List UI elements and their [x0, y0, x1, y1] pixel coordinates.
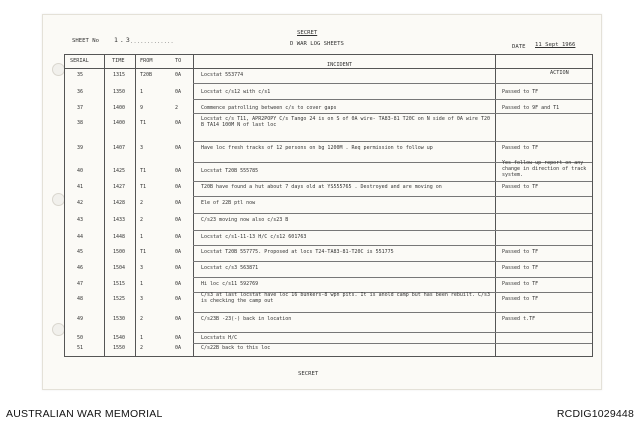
cell-action: Passed to TF: [502, 89, 539, 95]
column-header-from: FROM: [140, 58, 153, 64]
cell-incident: Locstats H/C: [201, 335, 238, 341]
column-divider: [135, 55, 136, 356]
cell-incident: Locstat c/s12 with c/s1: [201, 89, 271, 95]
cell-incident: C/s23 moving now also c/s23 B: [201, 217, 289, 223]
cell-from: 1: [140, 281, 144, 287]
cell-from: 2: [140, 316, 144, 322]
cell-to: 2: [175, 105, 179, 111]
cell-from: T1: [140, 184, 147, 190]
cell-to: 0A: [175, 145, 182, 151]
cell-serial: 47: [77, 281, 84, 287]
cell-serial: 46: [77, 265, 84, 271]
cell-serial: 49: [77, 316, 84, 322]
archive-footer: [0, 402, 640, 422]
cell-from: 3: [140, 296, 144, 302]
header-separator: [65, 68, 592, 69]
cell-to: 0A: [175, 168, 182, 174]
log-table: [64, 54, 593, 357]
cell-serial: 44: [77, 234, 84, 240]
cell-serial: 38: [77, 120, 84, 126]
cell-serial: 42: [77, 200, 84, 206]
column-divider: [104, 55, 105, 356]
column-divider: [495, 55, 496, 356]
cell-serial: 37: [77, 105, 84, 111]
cell-from: 9: [140, 105, 144, 111]
cell-time: 1407: [113, 145, 126, 151]
cell-action: Passed to TF: [502, 281, 539, 287]
cell-to: 0A: [175, 234, 182, 240]
cell-from: 2: [140, 345, 144, 351]
cell-from: T20B: [140, 72, 153, 78]
column-header-time: TIME: [112, 58, 125, 64]
cell-from: 3: [140, 145, 144, 151]
cell-serial: 35: [77, 72, 84, 78]
column-divider: [193, 55, 194, 356]
cell-incident: Locstat T20B 557775. Proposed at locs T24-TA83-81-T20C is 551775: [201, 249, 394, 255]
cell-from: T1: [140, 249, 147, 255]
row-separator: [193, 343, 592, 344]
cell-time: 1315: [113, 72, 126, 78]
cell-to: 0A: [175, 296, 182, 302]
row-separator: [193, 277, 592, 278]
cell-to: 0A: [175, 265, 182, 271]
sheet-number: 1.3: [114, 36, 132, 44]
cell-to: 0A: [175, 200, 182, 206]
cell-to: 0A: [175, 72, 182, 78]
cell-incident: Commence patrolling between c/s to cover gaps: [201, 105, 337, 111]
cell-time: 1540: [113, 335, 126, 341]
row-separator: [193, 261, 592, 262]
sheet-title: D WAR LOG SHEETS: [290, 41, 344, 47]
cell-from: T1: [140, 120, 147, 126]
cell-serial: 36: [77, 89, 84, 95]
column-header-action: ACTION: [550, 70, 569, 76]
cell-to: 0A: [175, 217, 182, 223]
row-separator: [193, 99, 592, 100]
cell-from: 2: [140, 200, 144, 206]
cell-from: 1: [140, 335, 144, 341]
cell-time: 1433: [113, 217, 126, 223]
archive-reference: RCDIG1029448: [556, 408, 634, 420]
classification-top: SECRET: [297, 30, 318, 36]
row-separator: [193, 141, 592, 142]
cell-time: 1425: [113, 168, 126, 174]
column-header-incident: INCIDENT: [327, 62, 352, 68]
cell-action: Passed to 9F and T1: [502, 105, 560, 111]
archive-name: AUSTRALIAN WAR MEMORIAL: [6, 408, 163, 420]
cell-incident: Locstat c/s3 563871: [201, 265, 259, 271]
cell-action: Passed to TF: [502, 249, 539, 255]
cell-incident: Locstat 553774: [201, 72, 244, 78]
cell-serial: 50: [77, 335, 84, 341]
row-separator: [193, 332, 592, 333]
cell-incident: T20B have found a hut about 7 days old at YS555765 . Destroyed and are moving on: [201, 184, 442, 190]
column-header-serial: SERIAL: [70, 58, 89, 64]
cell-from: T1: [140, 168, 147, 174]
cell-to: 0A: [175, 335, 182, 341]
cell-from: 3: [140, 265, 144, 271]
cell-incident: Ele of 22B ptl now: [201, 200, 256, 206]
row-separator: [193, 245, 592, 246]
cell-time: 1400: [113, 120, 126, 126]
cell-incident: Locstat c/s T11, APR2POPY C/s Tango 24 is on S of 0A wire- TA83-81 T20C on N side of 0A wire T20 B TA14 100M N of last loc: [201, 116, 490, 128]
cell-serial: 40: [77, 168, 84, 174]
cell-time: 1530: [113, 316, 126, 322]
row-separator: [193, 230, 592, 231]
row-separator: [193, 83, 592, 84]
cell-action: Passed t.TF: [502, 316, 536, 322]
cell-from: 1: [140, 234, 144, 240]
cell-time: 1500: [113, 249, 126, 255]
cell-incident: Have loc fresh tracks of 12 persons on bg 1200M . Req permission to follow up: [201, 145, 433, 151]
date-label: DATE: [512, 44, 526, 50]
cell-serial: 41: [77, 184, 84, 190]
cell-incident: Hi loc c/s11 592769: [201, 281, 259, 287]
cell-time: 1428: [113, 200, 126, 206]
cell-to: 0A: [175, 249, 182, 255]
cell-action: Passed to TF: [502, 265, 539, 271]
column-header-to: TO: [175, 58, 182, 64]
cell-serial: 43: [77, 217, 84, 223]
classification-bottom: SECRET: [298, 371, 319, 377]
cell-serial: 48: [77, 296, 84, 302]
cell-time: 1504: [113, 265, 126, 271]
sheet-number-dots: .............: [130, 39, 174, 45]
row-separator: [193, 196, 592, 197]
cell-from: 1: [140, 89, 144, 95]
cell-to: 0A: [175, 281, 182, 287]
row-separator: [193, 312, 592, 313]
row-separator: [193, 113, 592, 114]
row-separator: [193, 213, 592, 214]
cell-incident: Locstat c/s1-11-13 H/C c/s12 601763: [201, 234, 307, 240]
cell-to: 0A: [175, 316, 182, 322]
cell-time: 1550: [113, 345, 126, 351]
cell-to: 0A: [175, 345, 182, 351]
cell-action: Passed to TF: [502, 184, 539, 190]
cell-action: Yes follow up report on any change in direction of track system.: [502, 160, 587, 178]
cell-to: 0A: [175, 89, 182, 95]
cell-incident: C/s23B -23(-) back in location: [201, 316, 292, 322]
sheet-number-label: SHEET No: [72, 38, 99, 44]
cell-action: Passed to TF: [502, 145, 539, 151]
cell-time: 1400: [113, 105, 126, 111]
cell-time: 1350: [113, 89, 126, 95]
cell-serial: 45: [77, 249, 84, 255]
cell-incident: Locstat T20B 555785: [201, 168, 259, 174]
date-value: 11 Sept 1966: [535, 42, 576, 48]
cell-time: 1448: [113, 234, 126, 240]
cell-serial: 39: [77, 145, 84, 151]
row-separator: [193, 181, 592, 182]
cell-from: 2: [140, 217, 144, 223]
cell-incident: C/s3 at last locstat have loc 16 bunkers-8 wpn pits. It is anold camp but has been rebuilt. C/s3 is checking the camp out: [201, 292, 490, 304]
cell-serial: 51: [77, 345, 84, 351]
cell-time: 1427: [113, 184, 126, 190]
cell-incident: C/s22B back to this loc: [201, 345, 271, 351]
cell-to: 0A: [175, 120, 182, 126]
cell-time: 1525: [113, 296, 126, 302]
cell-action: Passed to TF: [502, 296, 539, 302]
cell-time: 1515: [113, 281, 126, 287]
cell-to: 0A: [175, 184, 182, 190]
